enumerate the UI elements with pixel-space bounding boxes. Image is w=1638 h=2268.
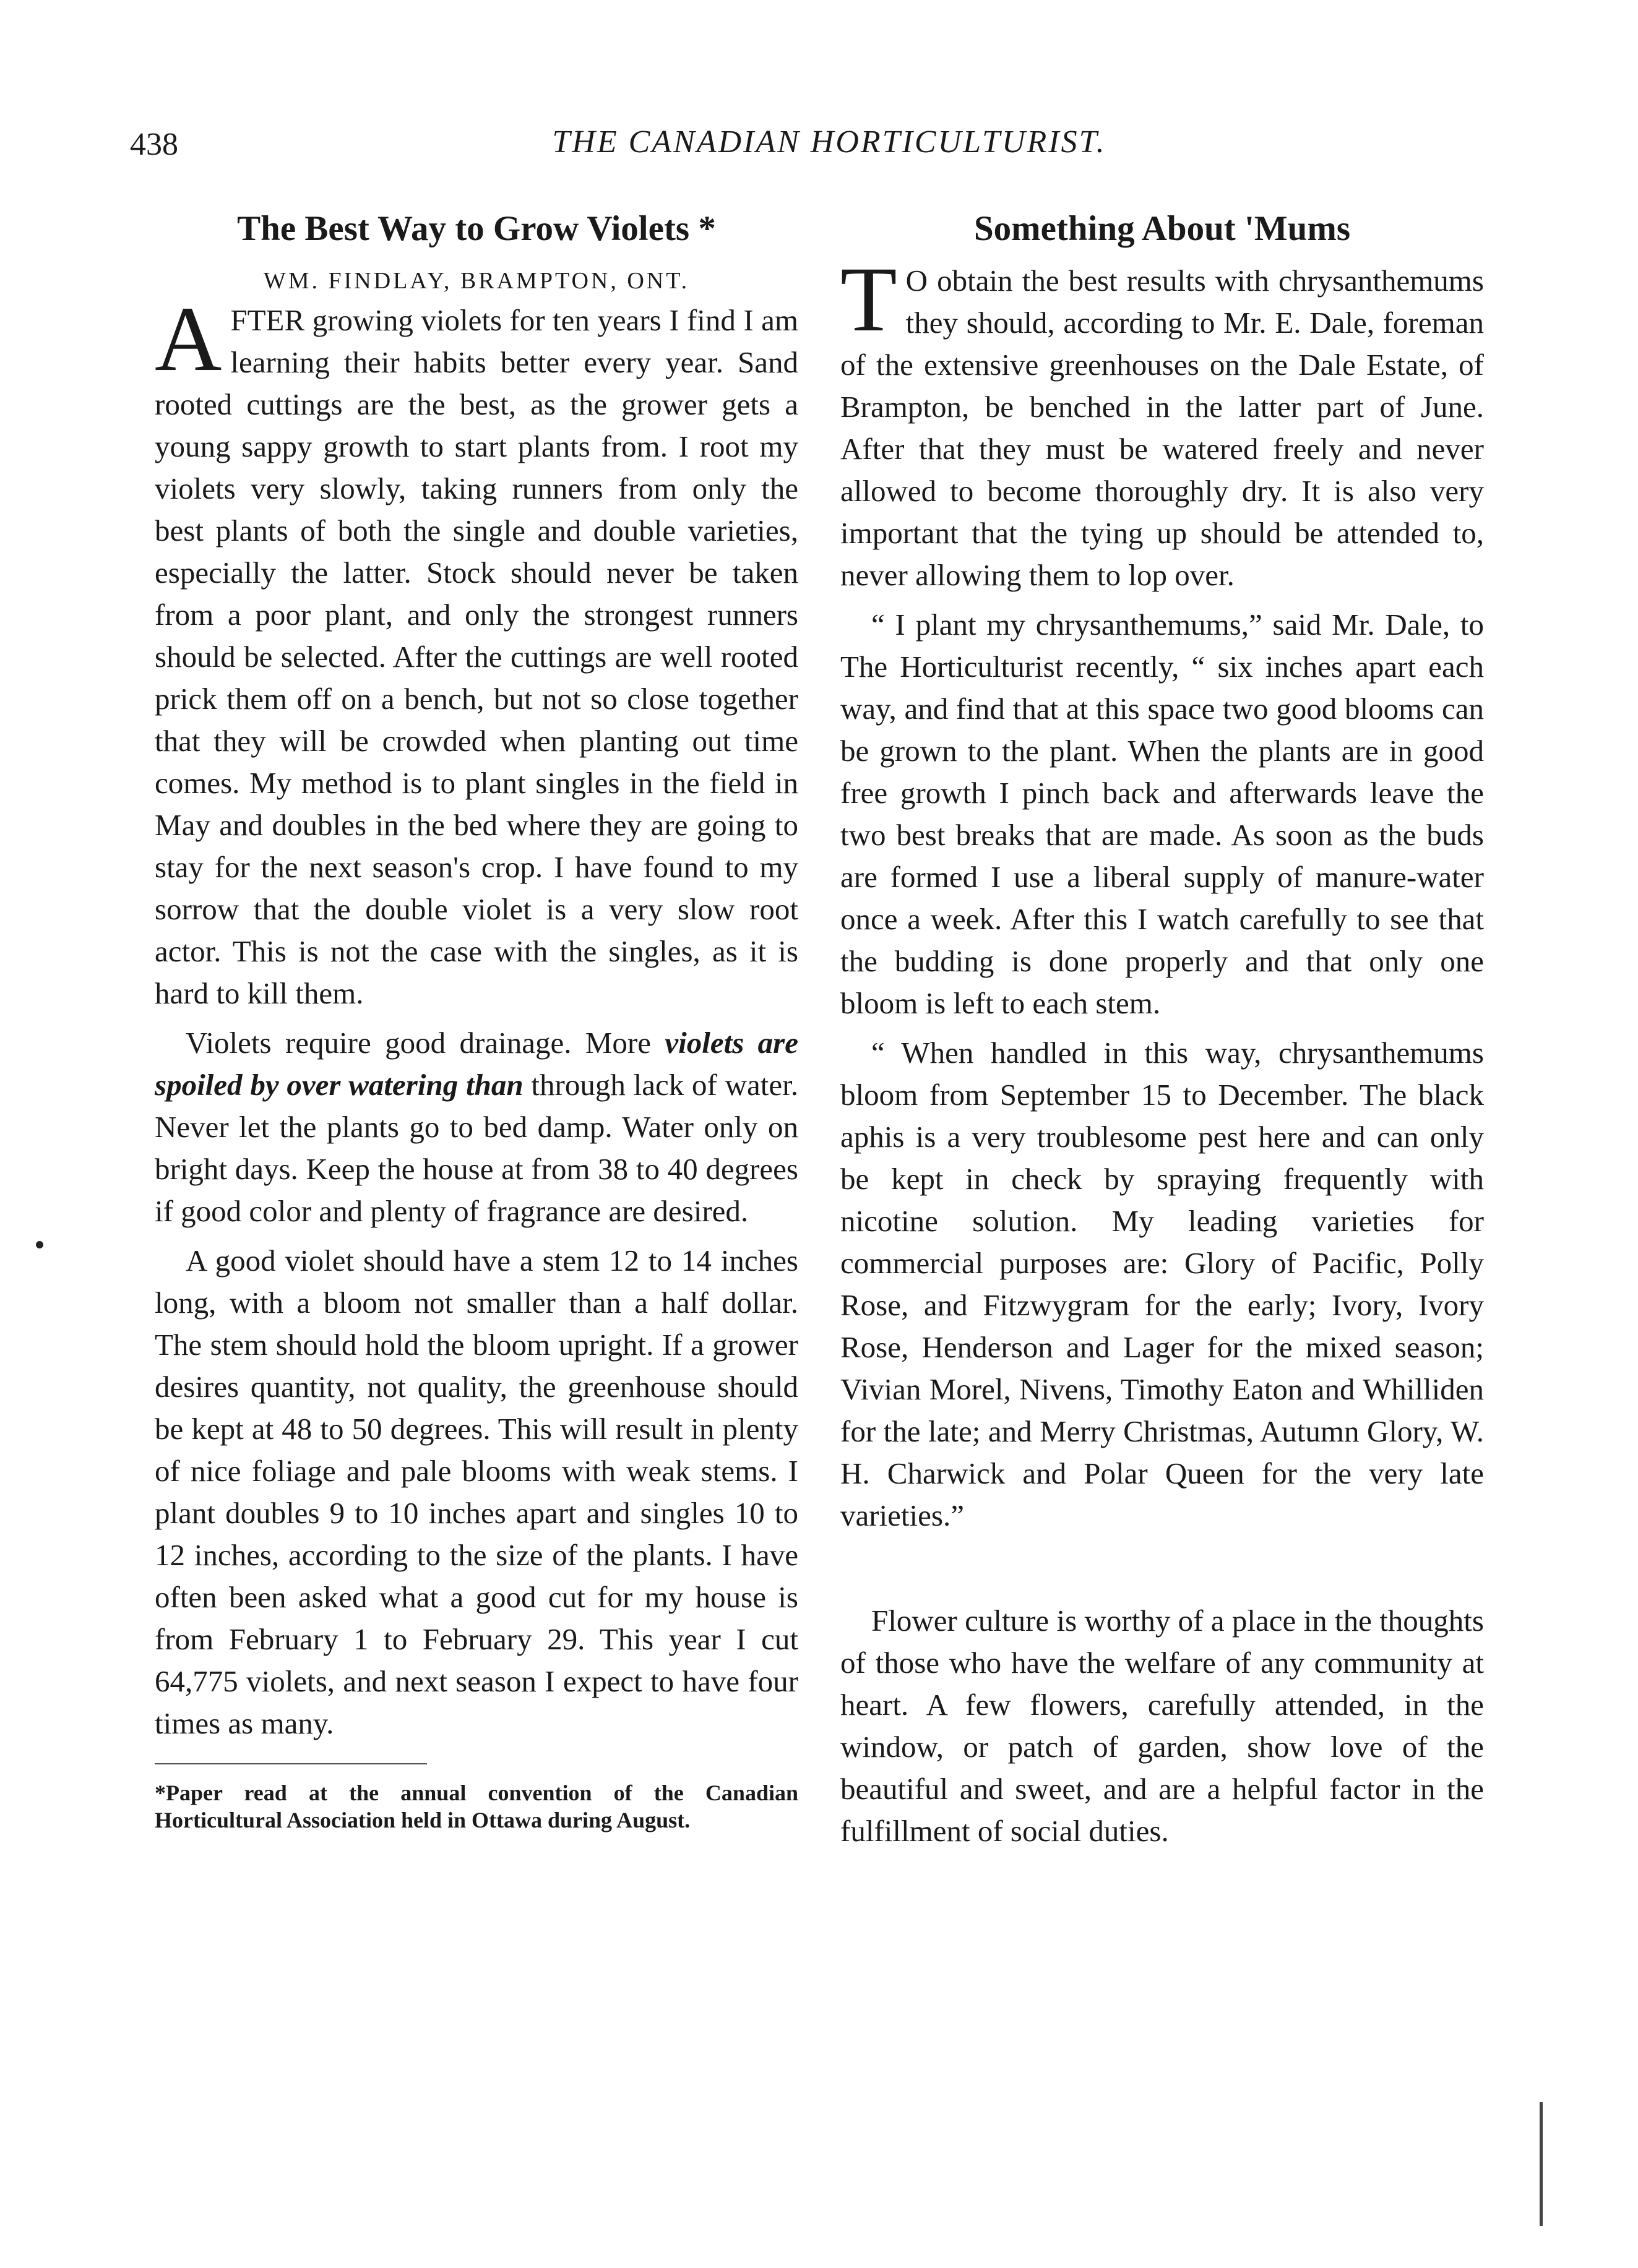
paragraph-text: through lack of water. Never let the plants go to bed damp. Water only on bright days. Keep the house at from 38 to 40 degrees if good color and plenty of fragrance are desired. xyxy=(155,1068,798,1228)
edge-mark xyxy=(1540,2102,1543,2226)
drop-cap: T xyxy=(840,248,897,351)
article-title: The Best Way to Grow Violets * xyxy=(237,209,716,248)
footnote-divider xyxy=(155,1763,427,1764)
emphasized-text: violets are spoiled by over watering than xyxy=(155,1026,798,1102)
article-body xyxy=(155,288,798,1745)
paragraph: A good violet should have a stem 12 to 14 inches long, with a bloom not smaller than a half dollar. The stem should hold the bloom upright. If a grower desires quantity, not quality, the greenhouse should be kept at 48 to 50 degrees. This will result in plenty of nice foliage and pale blooms with weak stems. I plant doubles 9 to 10 inches apart and singles 10 to 12 inches, according to the size of the plants. I have often been asked what a good cut for my house is from February 1 to February 29. This year I cut 64,775 violets, and next season I expect to have four times as many. xyxy=(155,1244,798,1740)
paragraph: Flower culture is worthy of a place in the thoughts of those who have the welfare of any community at heart. A few flowers, carefully attended, in the window, or patch of garden, show love of the beautiful and sweet, and are a helpful factor in the fulfillment of social duties. xyxy=(840,1604,1484,1848)
paragraph-text: O obtain the best results with chrysanthemums they should, according to Mr. E. Dale, foreman of the extensive greenhouses on the Dale Estate, of Brampton, be benched in the latter part of June. After that they must be watered freely and never allowed to become thoroughly dry. It is also very important that the tying up should be attended to, never allowing them to lop over. xyxy=(840,264,1484,592)
article-title: Something About 'Mums xyxy=(973,209,1351,248)
article-violets xyxy=(155,198,798,1834)
margin-dot xyxy=(36,1241,43,1248)
closing-note xyxy=(840,1600,1484,1852)
drop-cap: A xyxy=(155,288,222,390)
paragraph xyxy=(840,248,1484,596)
footnote: *Paper read at the annual convention of the Canadian Horticultural Association held in Ottawa during August. xyxy=(155,1780,798,1832)
page-number: 438 xyxy=(130,127,178,162)
paragraph xyxy=(155,288,798,1015)
paragraph: “ I plant my chrysanthemums,” said Mr. Dale, to The Horticulturist recently, “ six inches apart each way, and find that at this space two good blooms can be grown to the plant. When the plants are in good free growth I pinch back and afterwards leave the two best breaks that are made. As soon as the buds are formed I use a liberal supply of manure-water once a week. After this I watch carefully to see that the budding is done properly and that only one bloom is left to each stem. xyxy=(840,608,1484,1020)
article-mums xyxy=(840,198,1484,1860)
paragraph-text: FTER growing violets for ten years I find I am learning their habits better every year. Sand rooted cuttings are the best, as the grower gets a young sappy growth to start plants from. I root my violets very slowly, taking runners from only the best plants of both the single and double varieties, especially the latter. Stock should never be taken from a poor plant, and only the strongest runners should be selected. After the cuttings are well rooted prick them off on a bench, but not so close together that they will be crowded when planting out time comes. My method is to plant singles in the field in May and doubles in the bed where they are going to stay for the next season's crop. I have found to my sorrow that the double violet is a very slow root actor. This is not the case with the singles, as it is hard to kill them. xyxy=(155,303,798,1010)
section-gap xyxy=(840,1544,1484,1600)
paragraph xyxy=(155,1022,798,1232)
article-byline: WM. FINDLAY, BRAMPTON, ONT. xyxy=(263,268,690,294)
paragraph: “ When handled in this way, chrysanthemums bloom from September 15 to December. The black aphis is a very troublesome pest here and can only be kept in check by spraying frequently with nicotine solution. My leading varieties for commercial purposes are: Glory of Pacific, Polly Rose, and Fitzwygram for the early; Ivory, Ivory Rose, Henderson and Lager for the mixed season; Vivian Morel, Nivens, Timothy Eaton and Whilliden for the late; and Merry Christmas, Autumn Glory, W. H. Charwick and Polar Queen for the very late varieties.” xyxy=(840,1036,1484,1532)
article-body xyxy=(840,248,1484,1537)
paragraph-text: Violets require good drainage. More xyxy=(186,1026,651,1060)
journal-title: THE CANADIAN HORTICULTURIST. xyxy=(552,124,1106,160)
running-head xyxy=(130,121,1504,183)
